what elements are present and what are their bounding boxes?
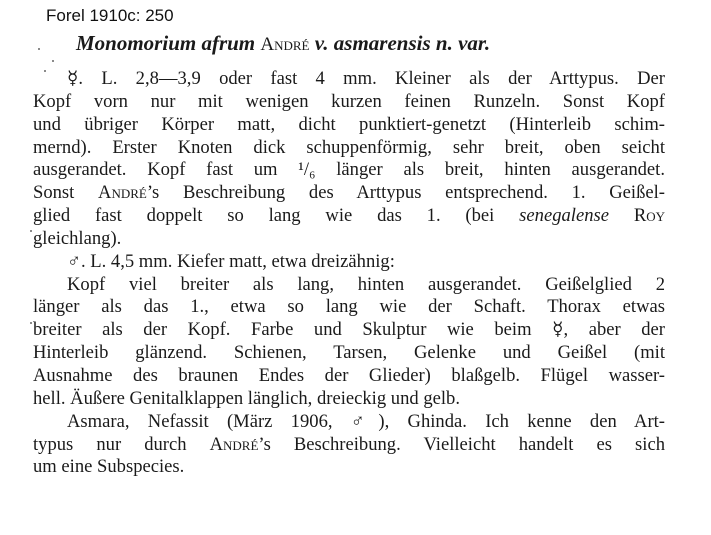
text-line: Kopf viel breiter als lang, hinten ausgerandet. Geißelglied 2 — [67, 273, 665, 295]
taxon-author: André — [260, 34, 310, 55]
text-line: um eine Subspecies. — [33, 456, 185, 478]
scan-speck — [52, 60, 54, 62]
text-line: breiter als der Kopf. Farbe und Skulptur wie beim ☿, aber der — [33, 319, 665, 341]
description-body — [33, 68, 665, 479]
author-ref: André — [209, 433, 259, 455]
text-line: typus nur durch André’s Beschreibung. Vielleicht handelt es sich — [33, 433, 665, 455]
scan-speck — [38, 48, 40, 50]
text-line: Ausnahme des braunen Endes der Glieder) blaßgelb. Flügel wasser- — [33, 364, 665, 386]
text-line: länger als das 1., etwa so lang wie der Schaft. Thorax etwas — [33, 296, 665, 318]
text-line: ♂. L. 4,5 mm. Kiefer matt, etwa dreizähnig: — [67, 250, 395, 272]
scan-speck — [30, 230, 32, 232]
taxon-title — [76, 31, 490, 56]
text-line: ausgerandet. Kopf fast um ¹/₆ länger als breit, hinten ausgerandet. — [33, 159, 665, 181]
taxon-variety: v. asmarensis n. var. — [314, 31, 491, 55]
species-ref: senegalense — [519, 205, 609, 227]
scan-speck — [30, 322, 32, 324]
scan-speck — [44, 70, 46, 72]
text-line: gleichlang). — [33, 227, 122, 249]
text-line: Asmara, Nefassit (März 1906, ♂), Ghinda. Ich kenne den Art- — [67, 410, 665, 432]
text-line: Hinterleib glänzend. Schienen, Tarsen, Gelenke und Geißel (mit — [33, 342, 665, 364]
text-line: mernd). Erster Knoten dick schuppenförmig, sehr breit, oben seicht — [33, 136, 665, 158]
text-line: ☿. L. 2,8—3,9 oder fast 4 mm. Kleiner als der Arttypus. Der — [67, 68, 665, 89]
taxon-name: Monomorium afrum — [76, 31, 256, 55]
citation-label: Forel 1910c: 250 — [46, 6, 174, 25]
text-line: hell. Äußere Genitalklappen länglich, dreieckig und gelb. — [33, 387, 460, 409]
author-ref: Roy — [609, 205, 665, 227]
text-line: Sonst André’s Beschreibung des Arttypus entsprechend. 1. Geißel- — [33, 182, 665, 204]
author-ref: André — [98, 182, 147, 204]
text-line: glied fast doppelt so lang wie das 1. (bei senegalense Roy — [33, 205, 665, 227]
text-line: Kopf vorn nur mit wenigen kurzen feinen Runzeln. Sonst Kopf — [33, 90, 665, 112]
text-line: und übriger Körper matt, dicht punktiert-genetzt (Hinterleib schim- — [33, 113, 665, 135]
